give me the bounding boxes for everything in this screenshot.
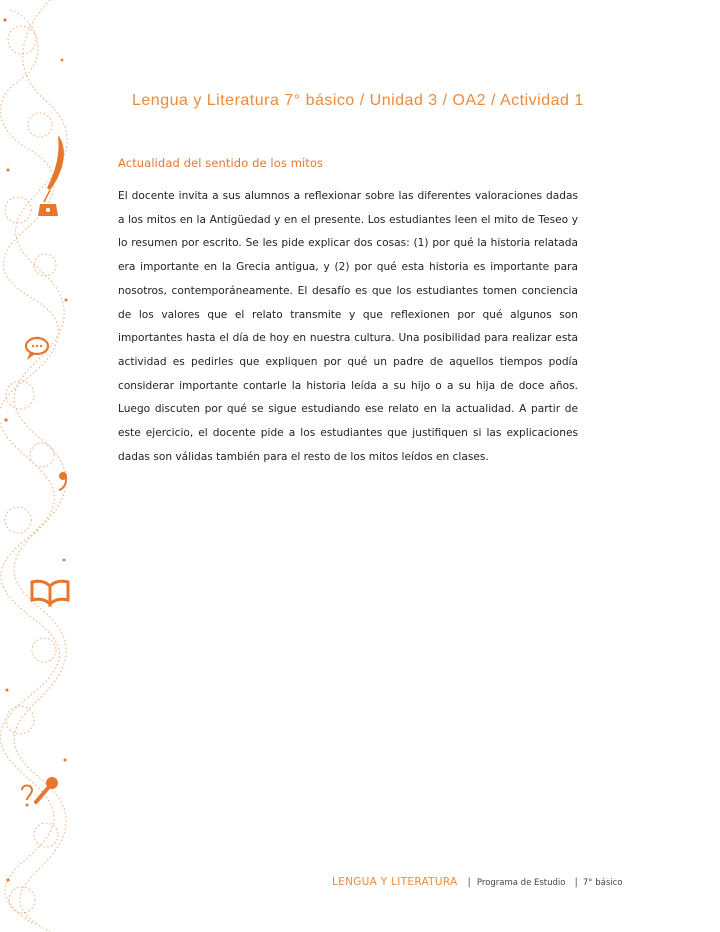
activity-body-text: El docente invita a sus alumnos a reflexionar sobre las diferentes valoraciones dadas a los mitos en la Antigüedad y en el presente. Los estudiantes leen el mito de Teseo y lo resumen por escrito. Se les pide explicar dos cosas: (1) por qué la historia relatada era importante en la Grecia antigua, y (2) por qué esta historia es importante para nosotros, contemporáneamente. El desafío es que los estudiantes tomen conciencia de los valores que el relato transmite y que reflexionen por qué algunos son importantes hasta el día de hoy en nuestra cultura. Una posibilidad para realizar esta actividad es pedirles que expliquen por qué un padre de aquellos tiempos podía considerar importante contarle la historia leída a su hijo o a su hija de doce años. Luego discuten por qué se sigue estudiando ese relato en la actualidad. A partir de este ejercicio, el docente pide a los estudiantes que justifiquen si las explicaciones dadas son válidas también para el resto de los mitos leídos en clases. [118,190,578,463]
footer-separator-2: | [574,877,578,888]
footer-subject: LENGUA Y LITERATURA [332,876,458,888]
open-book-icon [32,581,68,604]
page-footer [332,876,632,888]
quill-icon [44,135,64,202]
section-heading: Actualidad del sentido de los mitos [118,156,324,170]
speech-bubble-icon [26,338,48,360]
footer-program: Programa de Estudio [476,878,566,888]
footer-separator: | [467,877,471,888]
question-mark-icon [22,786,32,807]
inkwell-icon [38,204,58,216]
page-header-title: Lengua y Literatura 7° básico / Unidad 3 / OA2 / Actividad 1 [132,92,584,109]
decorative-border [0,0,78,932]
footer-grade: 7° básico [582,878,623,888]
